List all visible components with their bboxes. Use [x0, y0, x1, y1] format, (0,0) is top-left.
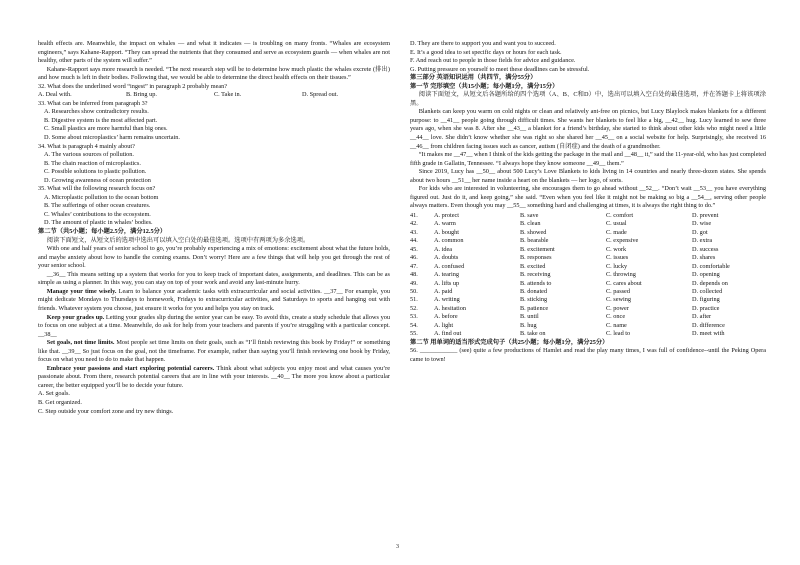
option-number: 42. [410, 220, 418, 228]
option-d: D. success [692, 245, 719, 253]
option-c: C. issues [606, 254, 629, 262]
option-c: C. cares about [606, 279, 642, 287]
option-d: D. collected [692, 288, 723, 296]
option-b: B. hug [520, 321, 537, 329]
option-b: B. receiving [520, 271, 551, 279]
option-b: B. bearable [520, 237, 549, 245]
passage-paragraph [38, 365, 390, 391]
option-number: 46. [410, 254, 418, 262]
part-title: 第三部分 英语知识运用（共四节，满分55分） [410, 74, 537, 82]
option-c: C. name [606, 321, 627, 329]
option-d: D. difference [692, 321, 725, 329]
option: B. The sufferings of other ocean creatures. [44, 202, 151, 210]
option-number: 45. [410, 245, 418, 253]
option-d: D. depends on [692, 279, 728, 287]
option-c: C. once [606, 313, 626, 321]
option-a: A. warm [434, 220, 456, 228]
option: A. Microplastic pollution to the ocean bottom [44, 193, 159, 201]
option-number: 47. [410, 262, 418, 270]
option: E. It’s a good idea to set specific days or hours for each task. [410, 48, 562, 56]
paragraph-heading: Embrace your passions and start exploring potential careers. [46, 364, 215, 372]
page-number: 3 [396, 544, 399, 550]
option-d: D. prevent [692, 211, 719, 219]
paragraph-heading: Set goals, not time limits. [46, 339, 115, 347]
option-c: C. usual [606, 220, 627, 228]
section-instructions: 阅读下面短文，从短文后各题所给的四个选项（A、B、C和D）中，选出可以填入空白处的最佳选项，并在答题卡上将该项涂黑。 [410, 91, 766, 107]
option-b: B. until [520, 313, 539, 321]
option: D. Some about microplastics’ harm remains uncertain. [44, 134, 180, 142]
question-stem: 35. What will the following research focus on? [38, 185, 156, 193]
option-d: D. wise [692, 220, 712, 228]
option-c: C. throwing [606, 271, 636, 279]
option-number: 41. [410, 211, 418, 219]
option-number: 48. [410, 271, 418, 279]
paragraph-heading: Manage your time wisely. [46, 287, 117, 295]
option-d: D. got [692, 228, 708, 236]
option: C. Possible solutions to plastic pollution. [44, 168, 147, 176]
option-b: B. donated [520, 288, 548, 296]
left-column [38, 40, 390, 416]
option-c: C. work [606, 245, 627, 253]
option-number: 55. [410, 330, 418, 338]
question-56: 56. ____________ (see) quite a few productions of Hamlet and read the play many times, I was full of confidence--until the Peking Opera came to town! [410, 347, 766, 363]
option-b: B. showed [520, 228, 547, 236]
option-d: D. opening [692, 271, 720, 279]
question-stem: 33. What can be inferred from paragraph 3? [38, 99, 148, 107]
option: A. Researches show contradictory results. [44, 108, 149, 116]
option: A. Deal with. [38, 91, 72, 99]
option: G. Putting pressure on yourself to meet these deadlines can be stressful. [410, 65, 590, 73]
paragraph-text: Think about what subjects you enjoy most and what causes you’re passionate about. From there, research potential careers that are in line with your interests. __40__ The more you know about a particular career, the better equipped you’ll be to decide your future. [38, 364, 391, 389]
option-a: A. find out [434, 330, 462, 338]
option-a: A. confused [434, 262, 465, 270]
paragraph-text: Letting your grades slip during the senior year can be easy. To avoid this, create a study schedule that allows you to focus on one subject at a time. Meanwhile, do ask for help from your teachers and parents if you’re struggling with a particular concept. __38__ [38, 313, 390, 338]
option-b: B. sticking [520, 296, 548, 304]
option: C. Whales’ contributions to the ecosystem. [44, 210, 151, 218]
option-b: B. excited [520, 262, 546, 270]
option-a: A. idea [434, 245, 453, 253]
option-a: A. tearing [434, 271, 459, 279]
option: B. Get organized. [38, 398, 82, 406]
option-c: C. lucky [606, 262, 628, 270]
option: B. The chain reaction of microplastics. [44, 159, 141, 167]
option-a: A. writing [434, 296, 460, 304]
option: D. Growing awareness of ocean protection [44, 176, 151, 184]
option-a: A. protect [434, 211, 459, 219]
option-d: D. figuring [692, 296, 720, 304]
option-a: A. before [434, 313, 458, 321]
paragraph-text: With one and half years of senior school to go, you’re probably experiencing a mix of emotions: excitement about what the future holds, and maybe anxiety about how to handle the coming exams. Don’t worry! Here are a few things that will help you get through the rest of your senior school. [38, 245, 390, 270]
option: F. And reach out to people in those fields for advice and guidance. [410, 57, 576, 65]
option-a: A. paid [434, 288, 453, 296]
option-d: D. after [692, 313, 712, 321]
question-stem: 34. What is paragraph 4 mainly about? [38, 142, 135, 150]
option-c: C. comfort [606, 211, 634, 219]
option-b: B. take on [520, 330, 546, 338]
passage-paragraph [38, 314, 390, 340]
option-number: 53. [410, 313, 418, 321]
option-number: 50. [410, 288, 418, 296]
option-number: 52. [410, 304, 418, 312]
option-number: 49. [410, 279, 418, 287]
option: A. Set goals. [38, 390, 70, 398]
option-number: 44. [410, 237, 418, 245]
cloze-options-grid [410, 212, 766, 339]
option-c: C. passed [606, 288, 630, 296]
options-row [38, 91, 390, 100]
cloze-paragraph: For kids who are interested in volunteering, she encourages them to go ahead without __52__. “Don’t wait __53__ you have everything figured out. Just do it, and keep going,” she said. “Even when you feel like it might not be making so big a __54__, serving other people always matters. Even though you may __55__ something hard and challenging at times, it is always the right thing to do.” [410, 185, 766, 210]
paragraph-heading: Keep your grades up. [46, 313, 105, 321]
intro-paragraph: health effects are. Meanwhile, the impact on whales — and what it indicates — is troubling on many fronts. “Whales are ecosystem engineers,” says Kahane-Rapport. “They can spread the nutrients that they consumed and serve as ecosystem guards — when whales are not healthy, other parts of the system will suffer.” [38, 40, 390, 65]
right-column [410, 40, 766, 364]
option-number: 51. [410, 296, 418, 304]
section-title: 第二节 用单词的适当形式完成句子（共25小题；每小题1分，满分25分） [410, 338, 609, 346]
option: A. The various sources of pollution. [44, 151, 134, 159]
option-b: B. save [520, 211, 539, 219]
option-d: D. extra [692, 237, 713, 245]
option: D. They are there to support you and want you to succeed. [410, 40, 556, 47]
option-a: A. doubts [434, 254, 459, 262]
passage-paragraph [38, 288, 390, 314]
question-stem: 32. What does the underlined word “ingest” in paragraph 2 probably mean? [38, 82, 228, 90]
option-c: C. lead to [606, 330, 631, 338]
intro-paragraph: Kahane-Rapport says more research is needed. “The next research step will be to determine how much plastic the whales excrete (排出) and how much is left in their bodies. Following that, we would be able to determine the direct health effects on their tissues.” [38, 65, 390, 82]
option-a: A. common [434, 237, 464, 245]
option-a: A. bought [434, 228, 459, 236]
option-b: B. clean [520, 220, 541, 228]
option-d: D. shares [692, 254, 716, 262]
option-b: B. attends to [520, 279, 552, 287]
option: C. Step outside your comfort zone and try new things. [38, 407, 174, 415]
option-d: D. comfortable [692, 262, 730, 270]
option: B. Bring up. [126, 91, 157, 99]
section-instructions: 阅读下面短文，从短文后的选项中选出可以填入空白处的最佳选项。选项中有两项为多余选项。 [46, 236, 310, 244]
option: B. Digestive system is the most affected part. [44, 116, 158, 124]
option-number: 43. [410, 228, 418, 236]
passage-paragraph [38, 245, 390, 271]
paragraph-text: __36__ This means setting up a system that works for you to keep track of important dates, assignments, and deadlines. This can be as simple as using a planner. In this way, you can stay on top of your work and avoid any last-minute hurry. [38, 270, 390, 287]
option-c: C. expensive [606, 237, 639, 245]
option-a: A. hesitation [434, 304, 466, 312]
cloze-paragraph: Blankets can keep you warm on cold nights or clean and relatively ant-free on picnics, but Lucy Blaylock makes blankets for a different purpose: to __41__ people going through difficult times. She wants her blankets to feel like a big, __42__ hug. Lucy learned to sew three years ago, when she was 8. After she __43__ a blanket for a friend’s birthday, she started to think about other kids who might need a little __44__ love. She didn’t know whether she was right so she shared her __45__ on a social website for help. Surprisingly, she received 16 __46__ from children facing issues such as cancer, autism (自闭症) and the death of a grandmother. [410, 108, 766, 150]
paragraph-text: Learn to balance your academic tasks with extracurricular and social activities. __37__ For example, you might dedicate Mondays to Thursdays to homework, Fridays to extracurricular activities, and Saturdays to sports and hanging out with friends. Whatever system you choose, just ensure it works for you and helps you stay on track. [38, 287, 390, 312]
option: D. Spread out. [302, 91, 339, 99]
option-number: 54. [410, 321, 418, 329]
section-title: 第二节（共5小题；每小题2.5分，满分12.5分） [38, 228, 167, 236]
option-b: B. responses [520, 254, 552, 262]
option-c: C. power [606, 304, 629, 312]
section-title: 第一节 完形填空（共15小题；每小题1分，满分15分） [410, 82, 559, 90]
option-d: D. meet with [692, 330, 725, 338]
option-a: A. light [434, 321, 454, 329]
option: C. Take in. [214, 91, 242, 99]
cloze-paragraph: “It makes me __47__ when I think of the kids getting the package in the mail and __48__ it,” said the 11-year-old, who has just completed fifth grade in Gallatin, Tennessee. “I always hope they know someone __49__ them.” [410, 151, 766, 167]
option: C. Small plastics are more harmful than big ones. [44, 125, 168, 133]
passage-paragraph [38, 339, 390, 365]
option-d: D. practice [692, 304, 720, 312]
option-a: A. lifts up [434, 279, 460, 287]
option-c: C. made [606, 228, 627, 236]
option: D. The amount of plastic in whales’ bodies. [44, 219, 153, 227]
cloze-paragraph: Since 2019, Lucy has __50__ about 500 Lucy’s Love Blankets to kids living in 14 countries and nearly three-dozen states. She spends about two hours __51__ her name inside a heart on the blankets — her logo, of sorts. [410, 168, 766, 184]
paragraph-text: Most people set time limits on their goals, such as “I’ll finish reviewing this book by Friday!” or something like that. __39__ So just focus on the goal, not the timeframe. For example, rather than saying you’ll finish reviewing one book by Friday, focus on what you need to do to make that happen. [38, 339, 390, 364]
option-b: B. excitement [520, 245, 555, 253]
passage-paragraph [38, 271, 390, 288]
option-c: C. sewing [606, 296, 631, 304]
option-b: B. patience [520, 304, 549, 312]
